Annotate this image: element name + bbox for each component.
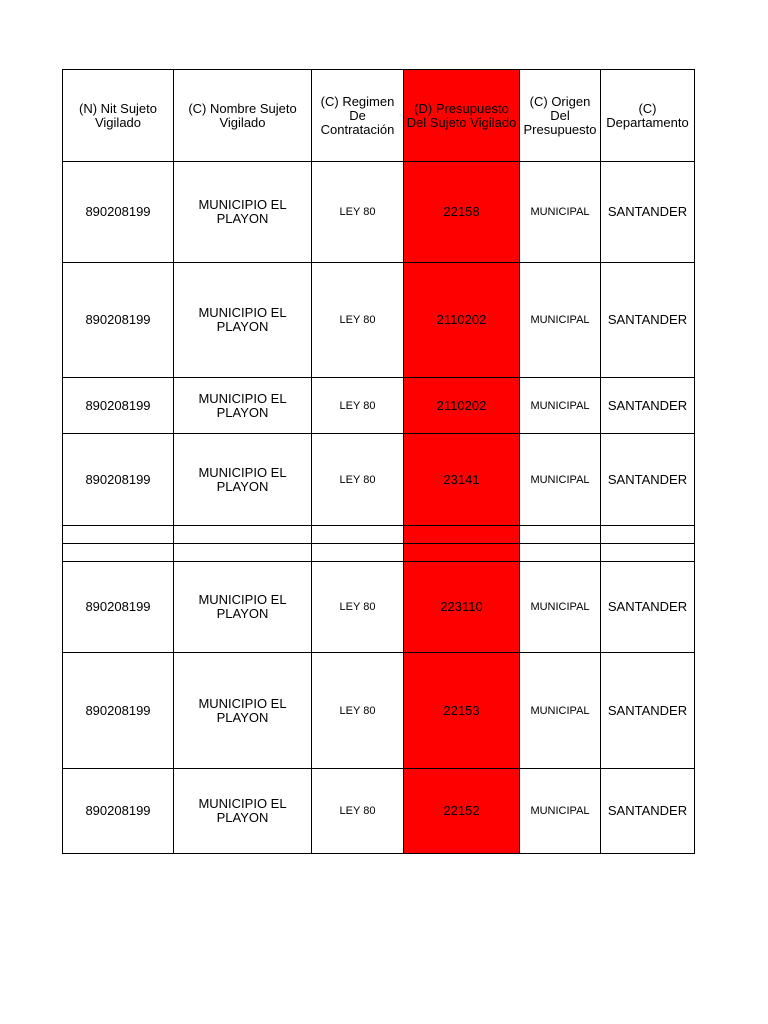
cell-nombre: MUNICIPIO EL PLAYON (174, 162, 312, 263)
empty-cell (312, 544, 404, 562)
cell-departamento: SANTANDER (601, 434, 695, 526)
cell-nit: 890208199 (63, 562, 174, 653)
table-row (63, 162, 695, 263)
table-row (63, 434, 695, 526)
cell-origen: MUNICIPAL (520, 434, 601, 526)
table-row (63, 653, 695, 769)
cell-presupuesto: 22153 (404, 653, 520, 769)
cell-regimen: LEY 80 (312, 162, 404, 263)
cell-regimen: LEY 80 (312, 434, 404, 526)
cell-nombre: MUNICIPIO EL PLAYON (174, 263, 312, 378)
cell-regimen: LEY 80 (312, 653, 404, 769)
header-origen: (C) Origen Del Presupuesto (520, 70, 601, 162)
header-regimen: (C) Regimen De Contratación (312, 70, 404, 162)
cell-regimen: LEY 80 (312, 263, 404, 378)
empty-cell (312, 526, 404, 544)
empty-cell (63, 526, 174, 544)
cell-departamento: SANTANDER (601, 653, 695, 769)
cell-regimen: LEY 80 (312, 378, 404, 434)
header-presupuesto: (D) Presupuesto Del Sujeto Vigilado (404, 70, 520, 162)
cell-departamento: SANTANDER (601, 769, 695, 854)
table-row (63, 263, 695, 378)
cell-origen: MUNICIPAL (520, 769, 601, 854)
empty-cell (174, 526, 312, 544)
cell-regimen: LEY 80 (312, 769, 404, 854)
cell-nombre: MUNICIPIO EL PLAYON (174, 562, 312, 653)
header-departamento: (C) Departamento (601, 70, 695, 162)
cell-origen: MUNICIPAL (520, 562, 601, 653)
empty-cell (174, 544, 312, 562)
table-row (63, 769, 695, 854)
empty-cell (404, 526, 520, 544)
cell-departamento: SANTANDER (601, 378, 695, 434)
cell-nombre: MUNICIPIO EL PLAYON (174, 378, 312, 434)
cell-nit: 890208199 (63, 378, 174, 434)
cell-presupuesto: 2110202 (404, 378, 520, 434)
empty-row (63, 526, 695, 544)
cell-presupuesto: 22152 (404, 769, 520, 854)
cell-presupuesto: 223110 (404, 562, 520, 653)
cell-nit: 890208199 (63, 263, 174, 378)
empty-cell (601, 526, 695, 544)
cell-nit: 890208199 (63, 769, 174, 854)
cell-origen: MUNICIPAL (520, 263, 601, 378)
cell-nombre: MUNICIPIO EL PLAYON (174, 653, 312, 769)
cell-presupuesto: 22158 (404, 162, 520, 263)
empty-cell (520, 526, 601, 544)
cell-origen: MUNICIPAL (520, 378, 601, 434)
cell-departamento: SANTANDER (601, 263, 695, 378)
cell-nit: 890208199 (63, 162, 174, 263)
table-row (63, 378, 695, 434)
cell-presupuesto: 2110202 (404, 263, 520, 378)
cell-nombre: MUNICIPIO EL PLAYON (174, 769, 312, 854)
empty-cell (601, 544, 695, 562)
table-row (63, 562, 695, 653)
empty-cell (520, 544, 601, 562)
cell-presupuesto: 23141 (404, 434, 520, 526)
empty-cell (404, 544, 520, 562)
empty-cell (63, 544, 174, 562)
cell-regimen: LEY 80 (312, 562, 404, 653)
header-row (63, 70, 695, 162)
empty-row (63, 544, 695, 562)
header-nombre: (C) Nombre Sujeto Vigilado (174, 70, 312, 162)
cell-origen: MUNICIPAL (520, 162, 601, 263)
header-nit: (N) Nit Sujeto Vigilado (63, 70, 174, 162)
budget-table (62, 69, 695, 854)
cell-origen: MUNICIPAL (520, 653, 601, 769)
cell-nombre: MUNICIPIO EL PLAYON (174, 434, 312, 526)
cell-nit: 890208199 (63, 434, 174, 526)
cell-nit: 890208199 (63, 653, 174, 769)
cell-departamento: SANTANDER (601, 162, 695, 263)
cell-departamento: SANTANDER (601, 562, 695, 653)
